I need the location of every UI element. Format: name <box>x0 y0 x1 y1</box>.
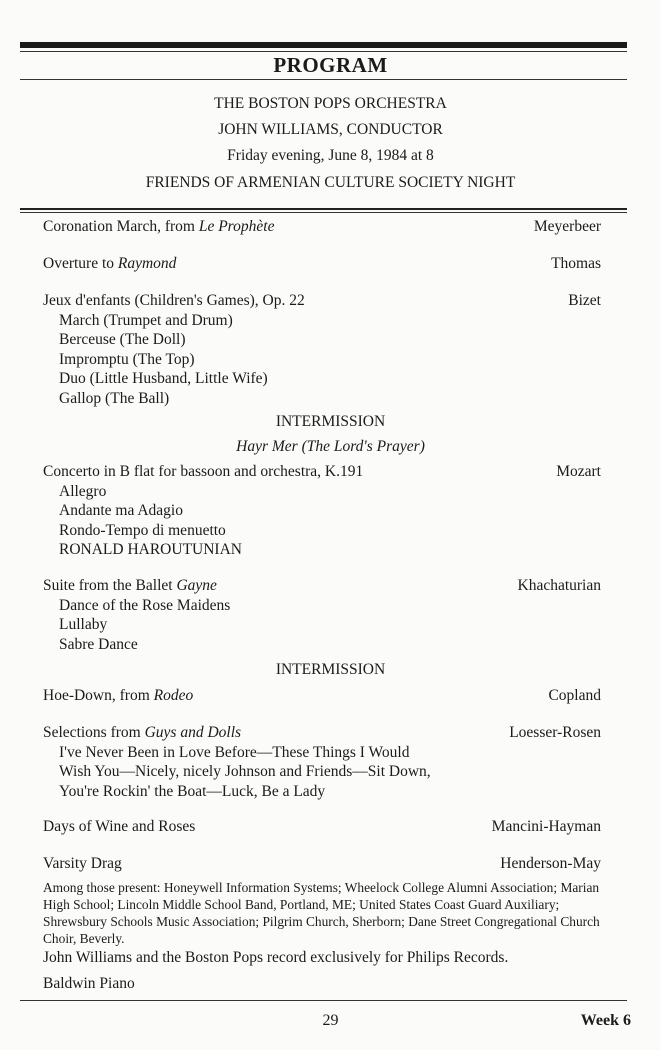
composer: Copland <box>548 687 601 704</box>
work-title: Suite from the Ballet Gayne <box>43 577 217 594</box>
movement: Impromptu (The Top) <box>59 350 195 368</box>
title-underline <box>20 79 627 80</box>
movement: March (Trumpet and Drum) <box>59 311 233 329</box>
soloist: RONALD HAROUTUNIAN <box>59 541 242 558</box>
interlude: Hayr Mer (The Lord's Prayer) <box>236 438 425 455</box>
conductor: JOHN WILLIAMS, CONDUCTOR <box>218 121 443 138</box>
movement: Dance of the Rose Maidens <box>59 596 231 614</box>
movement: Berceuse (The Doll) <box>59 331 186 348</box>
composer: Loesser-Rosen <box>509 724 601 741</box>
song-list-line: You're Rockin' the Boat—Luck, Be a Lady <box>59 782 326 800</box>
work-title: Days of Wine and Roses <box>43 818 196 835</box>
program-item <box>43 854 601 874</box>
page-title: PROGRAM <box>273 53 388 77</box>
page-number: 29 <box>322 1012 339 1029</box>
intermission-1: INTERMISSION <box>275 413 386 430</box>
program-item <box>43 817 601 837</box>
composer: Henderson-May <box>500 855 601 872</box>
program-item <box>43 462 601 560</box>
work-title: Varsity Drag <box>43 855 122 872</box>
work-title: Jeux d'enfants (Children's Games), Op. 22 <box>43 292 305 309</box>
header-rule-thick <box>20 208 627 210</box>
work-title: Concerto in B flat for bassoon and orchestra, K.191 <box>43 463 364 480</box>
header-rule-thin <box>20 212 627 213</box>
intermission-2: INTERMISSION <box>275 661 386 678</box>
work-title: Coronation March, from Le Prophète <box>43 218 275 235</box>
week-label: Week 6 <box>580 1012 631 1029</box>
footer-rule <box>20 1000 627 1001</box>
movement: Lullaby <box>59 616 108 633</box>
program-item <box>43 576 601 654</box>
composer: Bizet <box>568 292 601 309</box>
movement: Allegro <box>59 482 107 500</box>
records-note: John Williams and the Boston Pops record exclusively for Philips Records. <box>43 949 509 966</box>
movement: Sabre Dance <box>59 635 138 653</box>
movement: Andante ma Adagio <box>59 502 183 519</box>
composer: Mancini-Hayman <box>491 818 601 835</box>
program-item <box>43 686 601 706</box>
program-item <box>43 723 601 801</box>
movement: Gallop (The Ball) <box>59 389 170 407</box>
top-thick-rule <box>20 42 627 48</box>
composer: Mozart <box>556 463 601 480</box>
work-title: Overture to Raymond <box>43 255 177 272</box>
composer: Khachaturian <box>517 577 601 594</box>
piano-note: Baldwin Piano <box>43 975 135 992</box>
composer: Thomas <box>551 255 601 272</box>
orchestra-name: THE BOSTON POPS ORCHESTRA <box>214 95 447 112</box>
program-item <box>43 291 601 408</box>
among-those-present: Among those present: Honeywell Information Systems; Wheelock College Alumni Association; Marian High School; Lincoln Middle School Band, Portland, ME; United States Coast Guard Auxiliary; Shrewsbury Schools Music Association; Pilgrim Church, Sherborn; Dane Street Congregational Church Choir, Beverly. <box>43 880 600 946</box>
program-item <box>43 217 601 237</box>
work-title: Selections from Guys and Dolls <box>43 724 242 741</box>
movement: Rondo-Tempo di menuetto <box>59 521 226 539</box>
movement: Duo (Little Husband, Little Wife) <box>59 370 268 387</box>
song-list-line: I've Never Been in Love Before—These Things I Would <box>59 743 410 761</box>
occasion: FRIENDS OF ARMENIAN CULTURE SOCIETY NIGHT <box>145 174 516 191</box>
concert-date: Friday evening, June 8, 1984 at 8 <box>227 147 434 164</box>
composer: Meyerbeer <box>533 218 601 235</box>
program-item <box>43 254 601 274</box>
top-thin-rule <box>20 51 627 52</box>
song-list-line: Wish You—Nicely, nicely Johnson and Friends—Sit Down, <box>59 763 431 780</box>
work-title: Hoe-Down, from Rodeo <box>43 687 194 704</box>
